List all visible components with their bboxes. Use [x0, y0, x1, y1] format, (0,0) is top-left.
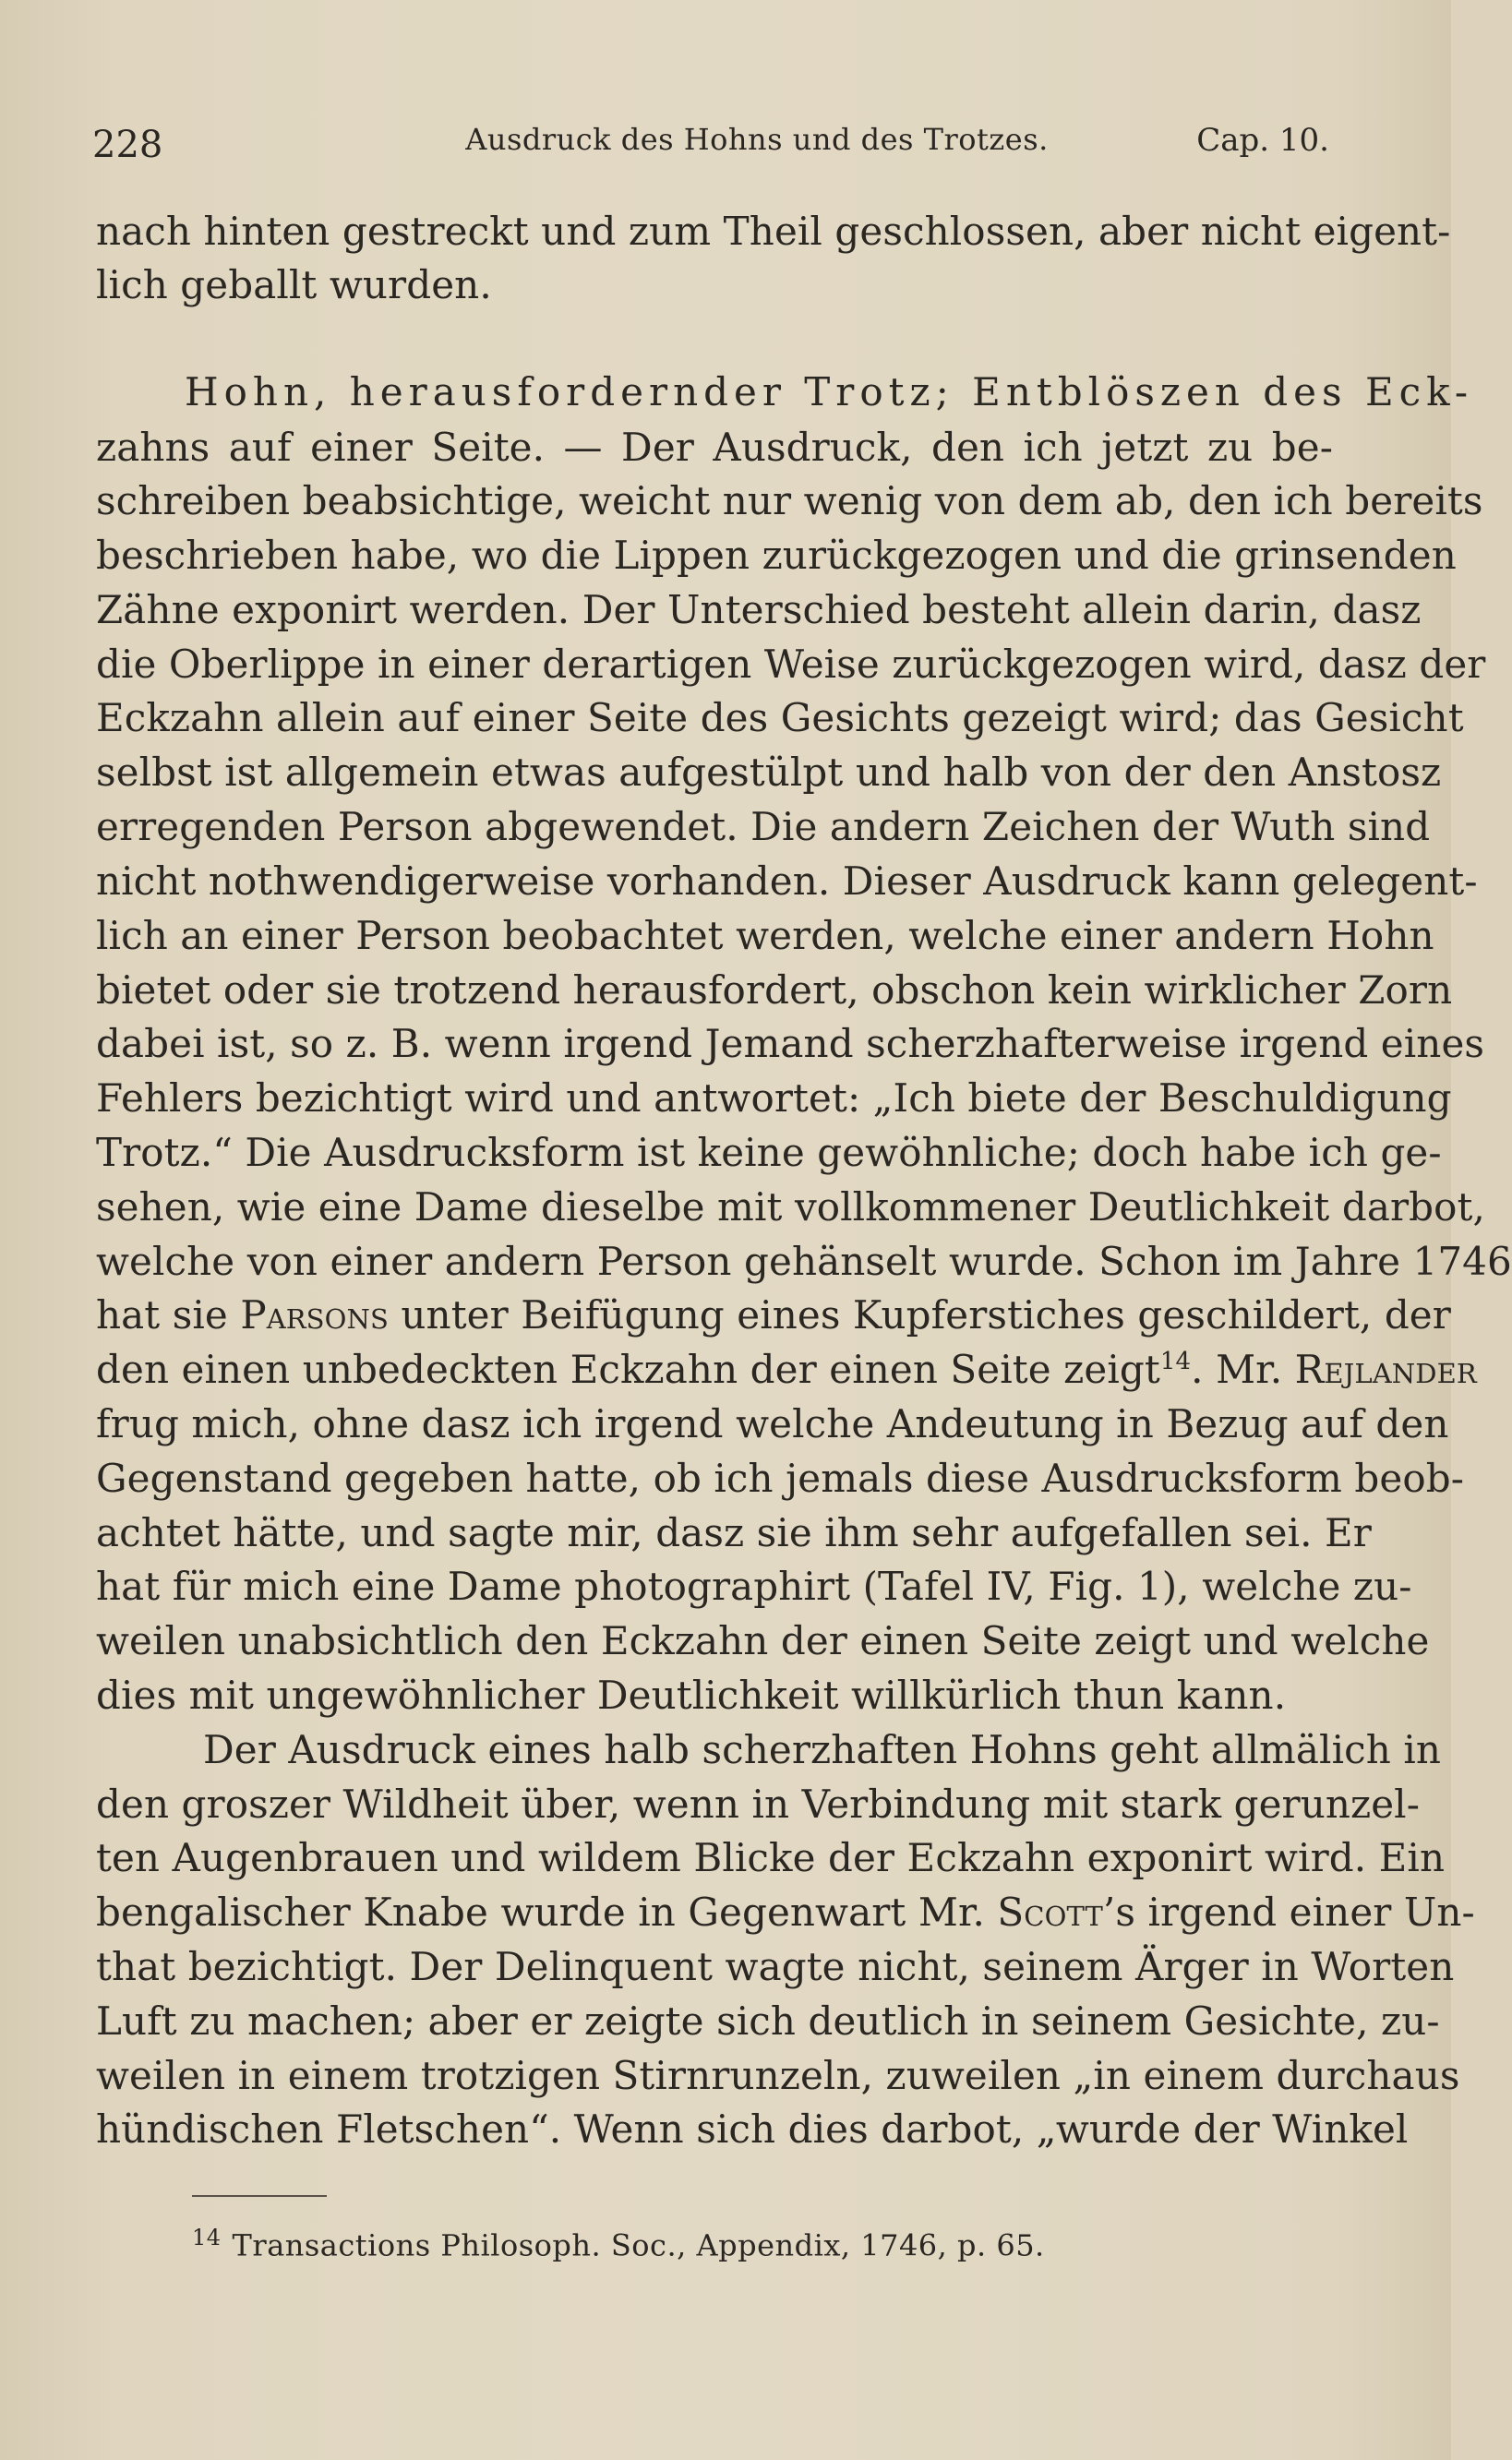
text-line: selbst ist allgemein etwas aufgestülpt und halb von der den Anstosz	[96, 750, 1442, 795]
text-line: beschrieben habe, wo die Lippen zurückgezogen und die grinsenden	[96, 533, 1457, 578]
footnote	[192, 2225, 1045, 2263]
page-number: 228	[92, 124, 163, 166]
text-line: Luft zu machen; aber er zeigte sich deutlich in seinem Gesichte, zu-	[96, 1998, 1440, 2044]
text-line: ten Augenbrauen und wildem Blicke der Eckzahn exponirt wird. Ein	[96, 1835, 1446, 1880]
text-line: bietet oder sie trotzend herausfordert, obschon kein wirklicher Zorn	[96, 967, 1453, 1013]
text-line: schreiben beabsichtige, weicht nur wenig von dem ab, den ich bereits	[96, 478, 1483, 523]
text-line: frug mich, ohne dasz ich irgend welche Andeutung in Bezug auf den	[96, 1401, 1449, 1446]
text-line: Gegenstand gegeben hatte, ob ich jemals diese Ausdrucksform beob-	[96, 1456, 1465, 1501]
text-line: lich geballt wurden.	[96, 262, 492, 307]
text-line: Fehlers bezichtigt wird und antwortet: „Ich biete der Beschuldigung	[96, 1075, 1452, 1121]
footnote-divider	[192, 2195, 327, 2197]
text-line: hündischen Fletschen“. Wenn sich dies darbot, „wurde der Winkel	[96, 2106, 1409, 2152]
text-line: zahns auf einer Seite. — Der Ausdruck, den ich jetzt zu be-	[96, 425, 1333, 470]
text-line: achtet hätte, und sagte mir, dasz sie ihm sehr aufgefallen sei. Er	[96, 1510, 1372, 1555]
text-line: weilen in einem trotzigen Stirnrunzeln, zuweilen „in einem durchaus	[96, 2053, 1460, 2098]
text-line: Trotz.“ Die Ausdrucksform ist keine gewöhnliche; doch habe ich ge-	[96, 1130, 1442, 1175]
text-line: nicht nothwendigerweise vorhanden. Dieser Ausdruck kann gelegent-	[96, 858, 1478, 904]
text-line: Der Ausdruck eines halb scherzhaften Hohns geht allmälich in	[203, 1727, 1442, 1772]
text-line: Eckzahn allein auf einer Seite des Gesichts gezeigt wird; das Gesicht	[96, 695, 1464, 740]
text-line: die Oberlippe in einer derartigen Weise zurückgezogen wird, dasz der	[96, 642, 1486, 687]
text-line: den einen unbedeckten Eckzahn der einen Seite zeigt$^{14}$. Mr. Rejlander	[96, 1347, 1477, 1392]
text-line: nach hinten gestreckt und zum Theil geschlossen, aber nicht eigent-	[96, 209, 1451, 254]
text-line: sehen, wie eine Dame dieselbe mit vollkommener Deutlichkeit darbot,	[96, 1184, 1485, 1230]
author-name: Parsons	[240, 1292, 389, 1338]
text-line: weilen unabsichtlich den Eckzahn der einen Seite zeigt und welche	[96, 1618, 1430, 1663]
section-heading-line: Hohn, herausfordernder Trotz; Entblöszen des Eck-	[185, 369, 1474, 414]
text-line: dabei ist, so z. B. wenn irgend Jemand scherzhafterweise irgend eines	[96, 1021, 1485, 1066]
author-name: Rejlander	[1294, 1347, 1477, 1392]
text-line: that bezichtigt. Der Delinquent wagte nicht, seinem Ärger in Worten	[96, 1944, 1455, 1989]
running-title: Ausdruck des Hohns und des Trotzes.	[465, 122, 1049, 157]
text-line: hat sie Parsons unter Beifügung eines Kupferstiches geschildert, der	[96, 1292, 1451, 1338]
text-line: welche von einer andern Person gehänselt wurde. Schon im Jahre 1746	[96, 1239, 1512, 1284]
text-line: den groszer Wildheit über, wenn in Verbindung mit stark gerunzel-	[96, 1782, 1421, 1827]
footnote-text: Transactions Philosoph. Soc., Appendix, 1746, p. 65.	[232, 2227, 1045, 2263]
text-line: dies mit ungewöhnlicher Deutlichkeit willkürlich thun kann.	[96, 1673, 1287, 1718]
text-line: hat für mich eine Dame photographirt (Tafel IV, Fig. 1), welche zu-	[96, 1564, 1412, 1609]
chapter-label: Cap. 10.	[1196, 122, 1329, 159]
footnote-mark: 14	[192, 2225, 222, 2250]
text-line: lich an einer Person beobachtet werden, welche einer andern Hohn	[96, 913, 1434, 958]
text-line: Zähne exponirt werden. Der Unterschied besteht allein darin, dasz	[96, 587, 1422, 632]
text-line: bengalischer Knabe wurde in Gegenwart Mr. Scott’s irgend einer Un-	[96, 1890, 1475, 1935]
page-header	[92, 118, 1329, 174]
author-name: Scott	[997, 1890, 1103, 1935]
text-line: erregenden Person abgewendet. Die andern Zeichen der Wuth sind	[96, 804, 1431, 849]
footnote-reference: 14	[1159, 1348, 1192, 1375]
